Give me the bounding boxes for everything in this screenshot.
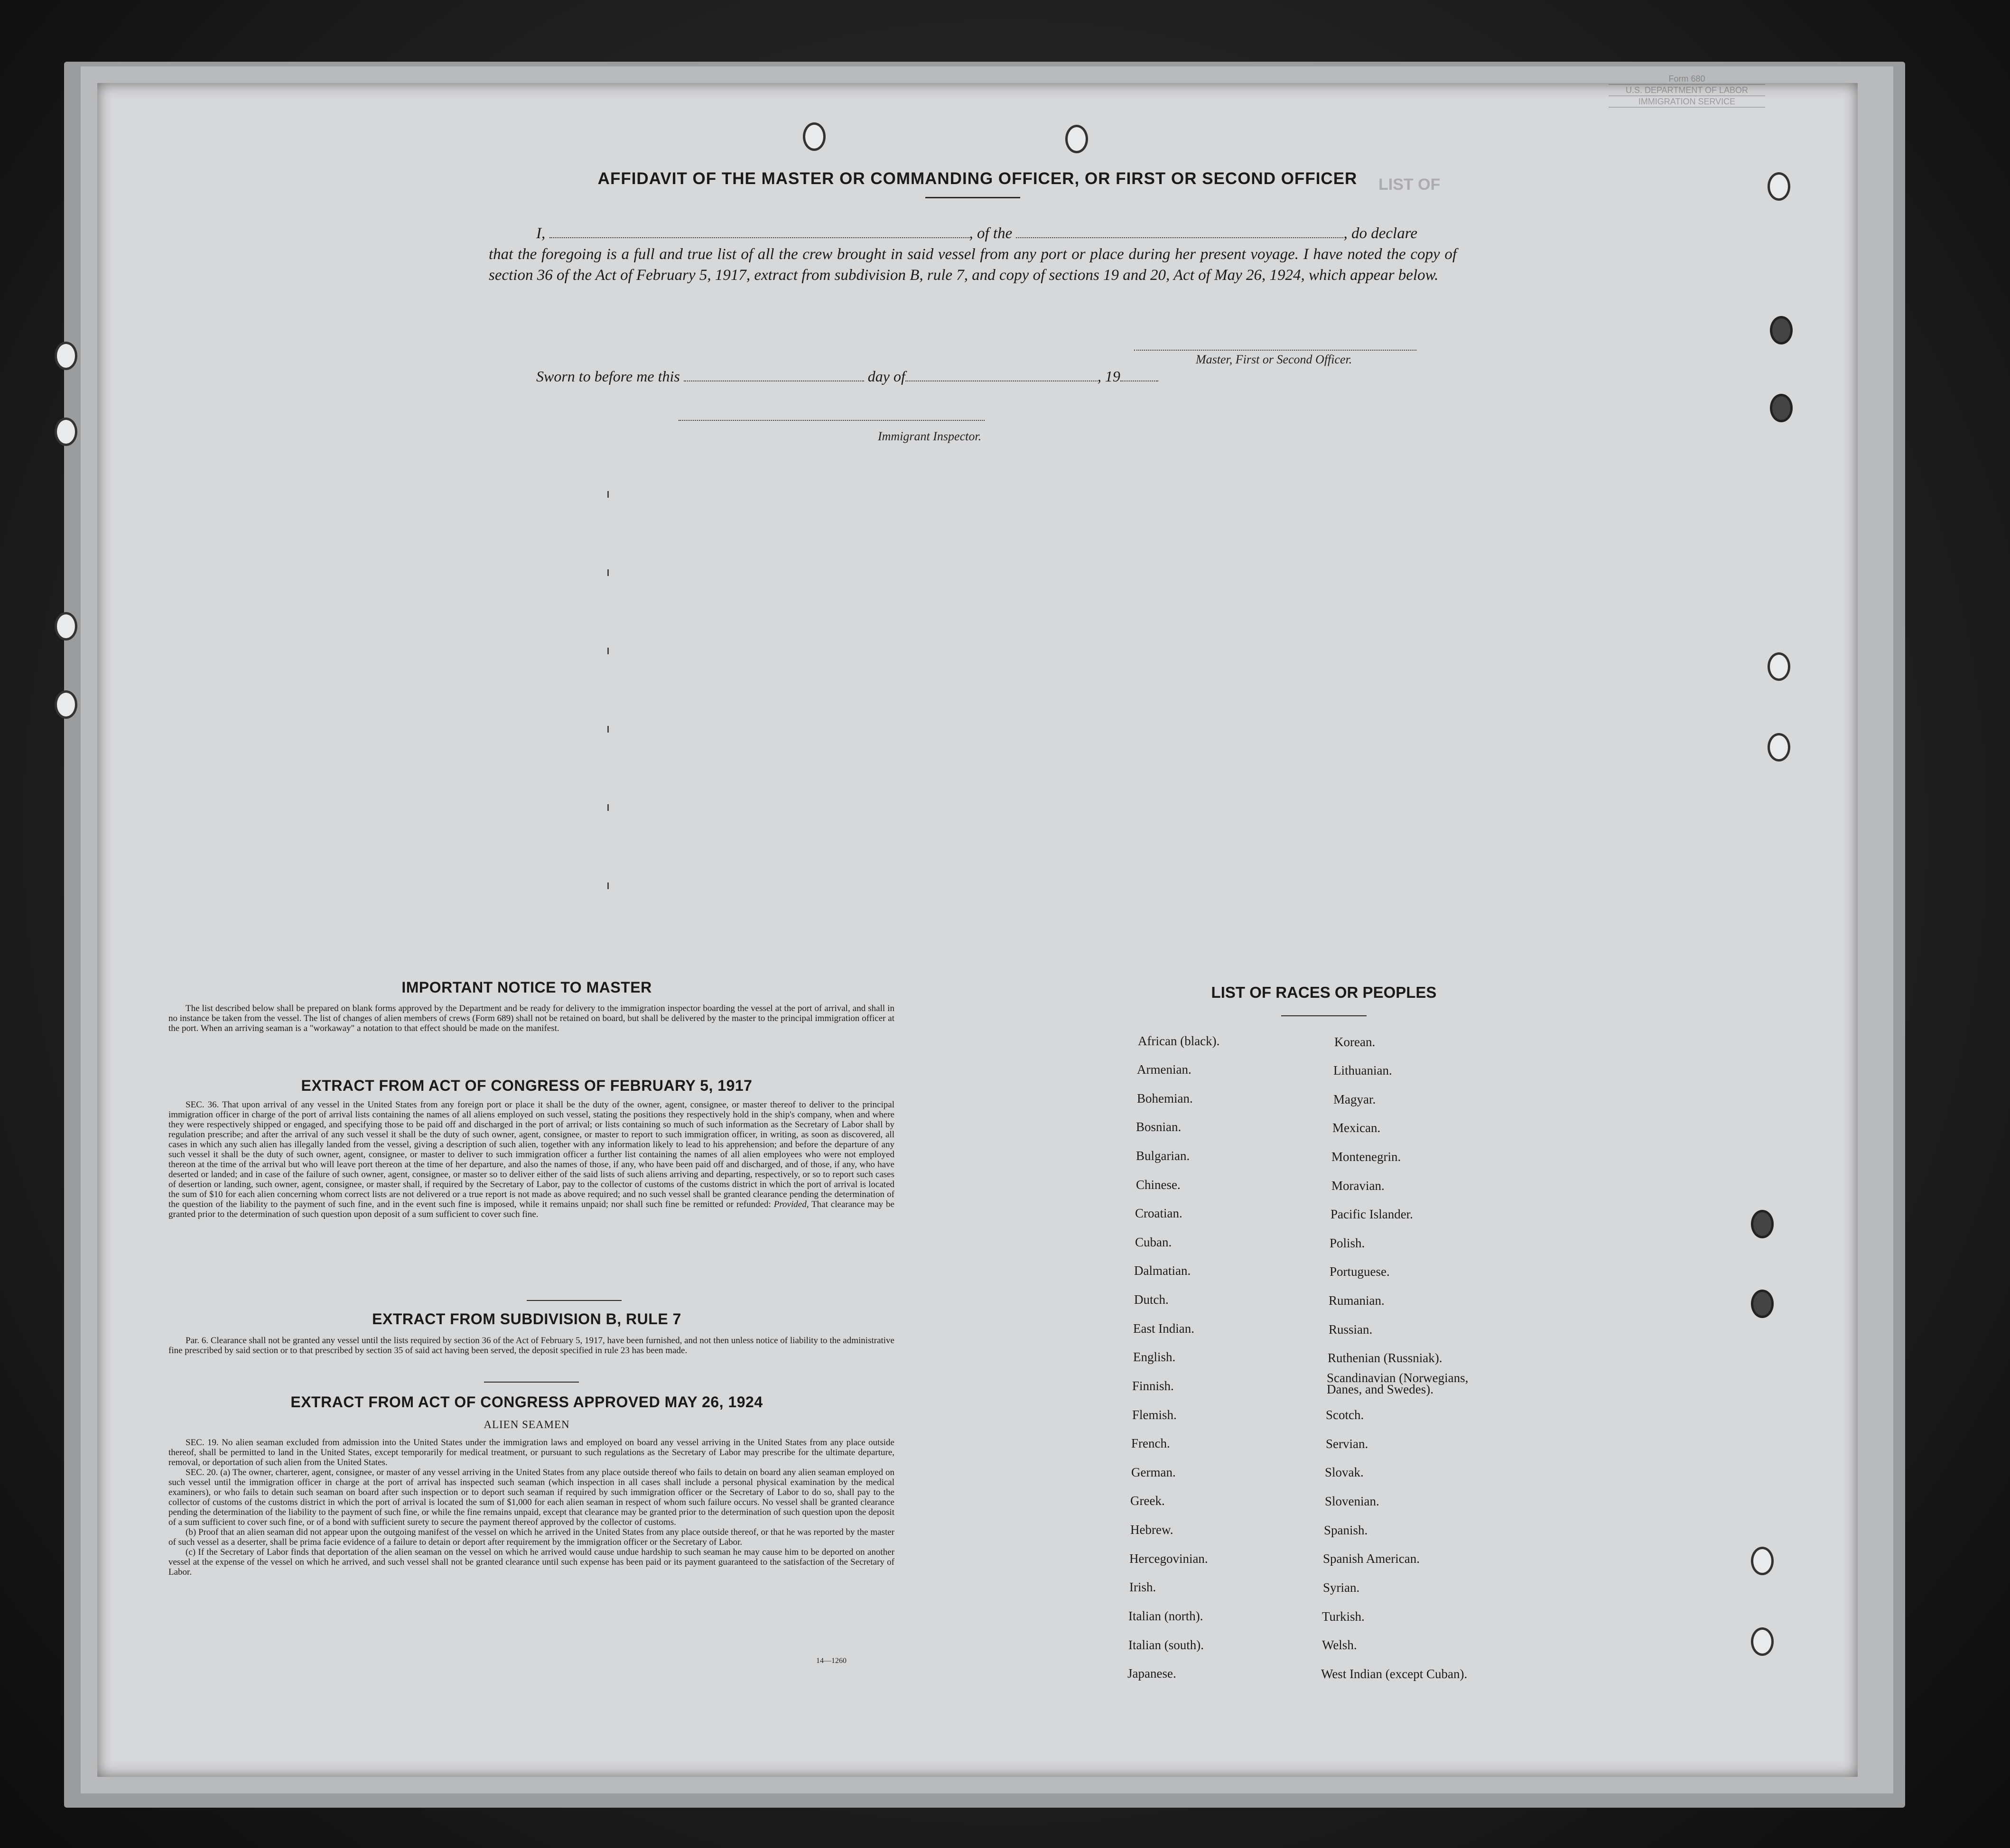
- race-item: West Indian (except Cuban).: [1321, 1667, 1468, 1681]
- stamp-line: IMMIGRATION SERVICE: [1609, 96, 1765, 108]
- vessel-field[interactable]: [1016, 225, 1343, 238]
- affidavit-first-line: [489, 223, 1457, 244]
- sworn-year-prefix: , 19: [1097, 368, 1120, 385]
- race-item: Portuguese.: [1330, 1264, 1390, 1279]
- race-item: Ruthenian (Russniak).: [1328, 1351, 1442, 1365]
- inspector-signature-line[interactable]: [679, 420, 985, 421]
- race-item: Armenian.: [1137, 1062, 1191, 1077]
- race-item: Hebrew.: [1130, 1523, 1173, 1537]
- punch-hole-icon: [55, 690, 77, 719]
- heading-rule: [925, 197, 1020, 198]
- punch-hole-icon: [1065, 125, 1088, 153]
- race-item: Pacific Islander.: [1331, 1207, 1413, 1221]
- race-item: Bohemian.: [1137, 1091, 1193, 1105]
- extract-1917-heading: EXTRACT FROM ACT OF CONGRESS OF FEBRUARY 5, 1917: [301, 1077, 753, 1094]
- race-item: Dalmatian.: [1134, 1263, 1191, 1278]
- affidavit-heading: AFFIDAVIT OF THE MASTER OR COMMANDING OFFICER, OR FIRST OR SECOND OFFICER: [597, 169, 1358, 188]
- race-item: Spanish.: [1324, 1523, 1368, 1537]
- extract-1917-paragraph: [168, 1100, 894, 1219]
- stray-mark: [607, 569, 609, 576]
- race-item: Slovak.: [1325, 1465, 1364, 1479]
- bleed-through-title: LIST OF: [1378, 176, 1441, 194]
- race-item: East Indian.: [1133, 1321, 1194, 1336]
- race-item: Bulgarian.: [1136, 1149, 1190, 1163]
- race-item: Russian.: [1329, 1322, 1373, 1337]
- race-item: Montenegrin.: [1331, 1150, 1401, 1164]
- section-rule: [484, 1382, 579, 1383]
- extract-1924-heading: EXTRACT FROM ACT OF CONGRESS APPROVED MAY 26, 1924: [290, 1393, 763, 1411]
- notice-heading: IMPORTANT NOTICE TO MASTER: [401, 979, 652, 996]
- sworn-day-field[interactable]: [684, 371, 864, 381]
- sworn-prefix: Sworn to before me this: [536, 368, 680, 385]
- extract-1917-text-a: SEC. 36. That upon arrival of any vessel in the United States from any foreign port or place it shall be the duty of the owner, agent, consignee, or master thereof to deliver to the principal immigration officer in charge of the port of arrival lists containing the names of all aliens employed on such vessel, stating the positions they respectively hold in the ship's company, when and where they were respectively shipped or engaged, and specifying those to be paid off and discharged in the port of arrival; or lists containing so much of such information as the Secretary of Labor shall by regulation prescribe; and after the arrival of any such vessel it shall be the duty of such owner, agent, consignee, or master to report to such immigration officer, in writing, as soon as discovered, all cases in which any such alien has illegally landed from the vessel, giving a description of such alien, together with any information likely to lead to his apprehension; and before the departure of any such vessel it shall be the duty of such owner, agent, consignee, or master to deliver to such immigration officer a further list containing the names of all alien employees who were not employed thereon at the time of the arrival but who will leave port thereon at the time of her departure, and also the names of those, if any, who have been paid off and discharged, and of those, if any, who have deserted or landed; and in case of the failure of such owner, agent, consignee, or master so to deliver either of the said lists of such aliens arriving and departing, respectively, or so to report such cases of desertion or landing, such owner, agent, consignee, or master shall, if required by the Secretary of Labor, pay to the collector of customs of the customs district in which the port of arrival is located the sum of $10 for each alien concerning whom correct lists are not delivered or a true report is not made as above required; and no such vessel shall be granted clearance pending the determination of the question of the liability to the payment of such fine, and in the event such fine is imposed, while it remains unpaid; nor shall such fine be remitted or refunded:: [168, 1100, 894, 1209]
- affidavit-of-the: , of the: [969, 225, 1013, 242]
- sworn-month-field[interactable]: [905, 371, 1098, 381]
- race-item: Croatian.: [1135, 1206, 1182, 1220]
- extract-rule7-heading: EXTRACT FROM SUBDIVISION B, RULE 7: [372, 1310, 681, 1328]
- punch-hole-icon: [55, 342, 77, 370]
- race-item: Rumanian.: [1329, 1293, 1385, 1308]
- alien-seamen-subheading: ALIEN SEAMEN: [484, 1419, 570, 1430]
- race-item: Moravian.: [1331, 1179, 1385, 1193]
- stray-mark: [607, 726, 609, 733]
- punch-hole-icon: [1751, 1290, 1774, 1318]
- extract-rule7-text: [168, 1336, 894, 1356]
- race-item: English.: [1133, 1350, 1176, 1364]
- extract-1924-text: [168, 1438, 894, 1577]
- race-item: Scandinavian (Norwegians, Danes, and Swedes).: [1327, 1371, 1469, 1396]
- extract-1917-text-b: That clearance may be granted prior to the determination of such question upon deposit of a sum sufficient to cover such fine.: [168, 1199, 894, 1219]
- race-item: Welsh.: [1322, 1638, 1357, 1652]
- punch-hole-icon: [55, 418, 77, 446]
- race-item: Japanese.: [1127, 1666, 1176, 1681]
- races-heading: LIST OF RACES OR PEOPLES: [1211, 984, 1437, 1001]
- punch-hole-icon: [1751, 1627, 1774, 1656]
- sworn-year-field[interactable]: [1120, 371, 1158, 381]
- punch-hole-icon: [1768, 733, 1790, 761]
- notice-text: [168, 1003, 894, 1033]
- punch-hole-icon: [1751, 1547, 1774, 1575]
- race-item: Magyar.: [1333, 1092, 1376, 1106]
- affidavit-body: that the foregoing is a full and true list of all the crew brought in said vessel from any port or place during her present voyage. I have noted the copy of section 36 of the Act of February 5, 1917, extract from subdivision B, rule 7, and copy of sections 19 and 20, Act of May 26, 1924, which appear below.: [489, 246, 1457, 284]
- section-rule: [527, 1300, 622, 1301]
- race-item: Flemish.: [1132, 1408, 1177, 1422]
- race-item: Irish.: [1129, 1580, 1156, 1594]
- race-item: Servian.: [1326, 1437, 1368, 1451]
- sec20b-paragraph: (b) Proof that an alien seaman did not appear upon the outgoing manifest of the vessel on which he arrived in the United States from any place outside thereof, or that he was reported by the master of such vessel as a deserter, shall be prima facie evidence of a failure to detain or deport after requirement by the immigration officer or the Secretary of Labor.: [168, 1527, 894, 1547]
- stray-mark: [607, 882, 609, 889]
- bleed-through-stamp: [1609, 74, 1765, 107]
- race-item: Slovenian.: [1325, 1494, 1379, 1508]
- race-item: Cuban.: [1135, 1235, 1172, 1249]
- sec20a-paragraph: SEC. 20. (a) The owner, charterer, agent, consignee, or master of any vessel arriving in the United States from any place outside thereof who fails to detain on board any alien seaman employed on such vessel until the immigration officer in charge at the port of arrival has inspected such seaman (which inspection in all cases shall include a personal physical examination by the medical examiners), or who fails to detain such seaman on board after such inspection or to deport such seaman if required by such immigration officer or the Secretary of Labor to do so, shall pay to the collector of customs of the customs district in which the port of arrival is located the sum of $1,000 for each alien seaman in respect of whom such failure occurs. No vessel shall be granted clearance pending the determination of the liability to the payment of such fine, or while the fine remains unpaid, except that clearance may be granted prior to the determination of such question upon the deposit of a sum sufficient to cover such fine, or of a bond with sufficient surety to secure the payment thereof approved by the collector of customs.: [168, 1467, 894, 1527]
- race-item: Italian (south).: [1128, 1638, 1204, 1652]
- stray-mark: [607, 648, 609, 654]
- race-item: Spanish American.: [1323, 1551, 1420, 1566]
- affidavit-do-declare: , do declare: [1343, 225, 1417, 242]
- punch-hole-icon: [1770, 394, 1793, 422]
- affidavit-statement: [489, 223, 1457, 286]
- stray-mark: [607, 491, 609, 498]
- race-item: Bosnian.: [1136, 1120, 1182, 1134]
- sworn-line: [536, 368, 1158, 385]
- extract-rule7-paragraph: Par. 6. Clearance shall not be granted any vessel until the lists required by section 36 of the Act of February 5, 1917, have been furnished, and not then unless notice of liability to the administrative fine prescribed by said section or to that prescribed by section 35 of said act having been served, the deposit specified in rule 23 has been made.: [168, 1336, 894, 1356]
- race-item: Lithuanian.: [1333, 1063, 1392, 1077]
- race-item: Syrian.: [1323, 1580, 1360, 1595]
- race-item: African (black).: [1138, 1034, 1220, 1048]
- form-number: 14—1260: [816, 1657, 847, 1665]
- extract-1917-provided: Provided,: [773, 1199, 809, 1209]
- stamp-line: Form 680: [1609, 74, 1765, 85]
- races-rule: [1281, 1015, 1367, 1016]
- race-item: Italian (north).: [1128, 1609, 1203, 1623]
- race-item: Mexican.: [1332, 1121, 1381, 1135]
- race-item: Turkish.: [1322, 1609, 1365, 1624]
- master-signature-line[interactable]: [1134, 350, 1416, 351]
- name-field[interactable]: [549, 225, 969, 238]
- sworn-day-of: day of: [867, 368, 905, 385]
- race-item: Scotch.: [1326, 1408, 1364, 1422]
- race-item: German.: [1131, 1465, 1176, 1479]
- notice-paragraph: The list described below shall be prepared on blank forms approved by the Department and be ready for delivery to the immigration inspector boarding the vessel at the port of arrival, and shall in no instance be taken from the vessel. The list of changes of alien members of crews (Form 689) shall not be retained on board, but shall be delivered by the master to the principal immigration officer at the port. When an arriving seaman is a "workaway" a notation to that effect should be made on the manifest.: [168, 1003, 894, 1033]
- race-item: Hercegovinian.: [1129, 1551, 1208, 1566]
- race-item: Finnish.: [1132, 1379, 1174, 1393]
- race-item: Greek.: [1130, 1494, 1165, 1508]
- punch-hole-icon: [55, 612, 77, 641]
- sec19-paragraph: SEC. 19. No alien seaman excluded from admission into the United States under the immigration laws and employed on board any vessel arriving in the United States from any place outside thereof, shall be permitted to land in the United States, except temporarily for medical treatment, or pursuant to such regulations as the Secretary of Labor may prescribe for the ultimate departure, removal, or deportation of such alien from the United States.: [168, 1438, 894, 1467]
- race-item: Chinese.: [1136, 1178, 1181, 1192]
- inspector-signature-label: Immigrant Inspector.: [878, 429, 982, 443]
- extract-1917-text: [168, 1100, 894, 1219]
- punch-hole-icon: [1768, 652, 1790, 681]
- race-item: Korean.: [1334, 1035, 1376, 1049]
- punch-hole-icon: [1770, 316, 1793, 344]
- punch-hole-icon: [1751, 1210, 1774, 1238]
- race-item: Dutch.: [1134, 1292, 1169, 1307]
- race-item: Polish.: [1330, 1236, 1365, 1250]
- race-item: French.: [1131, 1436, 1170, 1450]
- punch-hole-icon: [803, 122, 826, 151]
- stamp-line: U.S. DEPARTMENT OF LABOR: [1609, 85, 1765, 96]
- stray-mark: [607, 804, 609, 811]
- sec20c-paragraph: (c) If the Secretary of Labor finds that deportation of the alien seaman on the vessel on which he arrived would cause undue hardship to such seaman he may cause him to be deported on another vessel at the expense of the vessel on which he arrived, and such vessel shall not be granted clearance until such expense has been paid or its payment guaranteed to the satisfaction of the Secretary of Labor.: [168, 1547, 894, 1577]
- master-signature-label: Master, First or Second Officer.: [1196, 353, 1352, 366]
- affidavit-i: I,: [536, 225, 546, 242]
